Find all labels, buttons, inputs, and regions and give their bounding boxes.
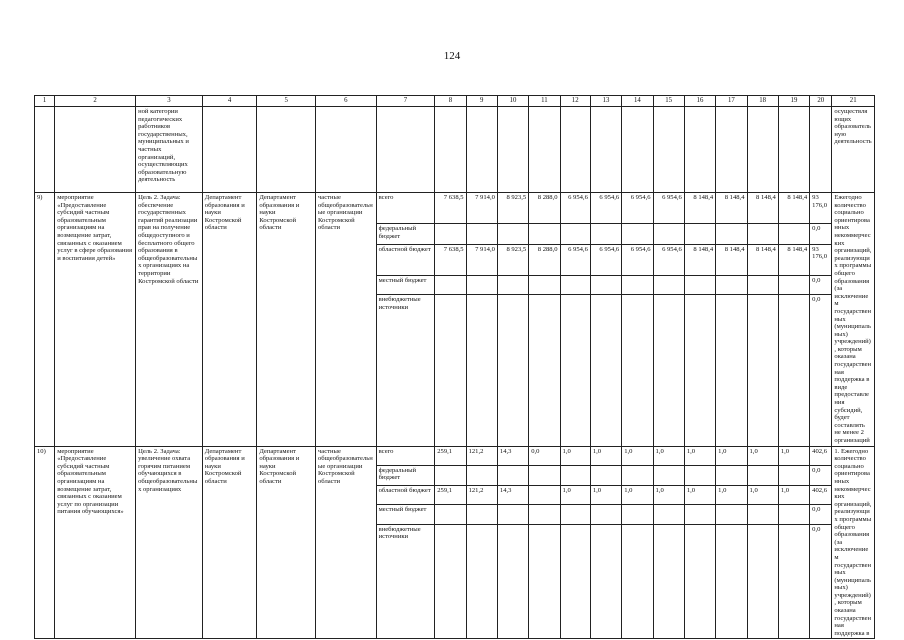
- source-label: местный бюджет: [376, 505, 435, 524]
- value-cell: 8 148,4: [778, 193, 809, 224]
- column-number-cell: 16: [684, 96, 715, 107]
- total-cell: 0,0: [810, 505, 832, 524]
- value-cell: 259,1: [435, 486, 466, 505]
- column-number-cell: 13: [590, 96, 621, 107]
- total-cell: 0,0: [810, 295, 832, 446]
- value-cell: [529, 486, 560, 505]
- total-cell: 0,0: [810, 524, 832, 639]
- row-number: 9): [35, 193, 55, 447]
- total-cell: 402,6: [810, 446, 832, 465]
- column-number-cell: 15: [653, 96, 684, 107]
- value-cell: 1,0: [560, 446, 590, 465]
- value-cell: 1,0: [747, 446, 778, 465]
- continuation-result: осуществляющих образовательную деятельность: [832, 107, 875, 193]
- table-row: [35, 193, 875, 224]
- recipient: Департамент образования и науки Костромской области: [257, 446, 316, 639]
- participants: частные общеобразовательные организации Костромской области: [315, 446, 376, 639]
- column-number-cell: 10: [497, 96, 528, 107]
- source-label: внебюджетные источники: [376, 524, 435, 639]
- value-cell: 1,0: [653, 446, 684, 465]
- value-cell: 6 954,6: [560, 244, 590, 275]
- page-number: 124: [443, 50, 461, 62]
- column-number-cell: 7: [376, 96, 435, 107]
- value-cell: 8 148,4: [716, 193, 747, 224]
- value-cell: 1,0: [653, 486, 684, 505]
- expected-result: 1. Ежегодно количество социально ориентированных некоммерческих организаций, реализующих программы общего образования (за исключением государственных (муниципальных) учреждений), которым оказана государственная поддержка в: [832, 446, 875, 639]
- column-number-row: [35, 96, 875, 107]
- goal-task: Цель 2. Задача: увеличение охвата горячим питанием обучающихся в общеобразовательных организациях: [136, 446, 203, 639]
- goal-task: Цель 2. Задача: обеспечение государственных гарантий реализации прав на получение общедоступного и бесплатного общего образования в общеобразовательных организациях на территории Костромской области: [136, 193, 203, 447]
- value-cell: 6 954,6: [622, 193, 653, 224]
- value-cell: 1,0: [778, 446, 809, 465]
- measure-name: мероприятие «Предоставление субсидий частным образовательным организациям на возмещение затрат, связанных с оказанием услуг в сфере образования и воспитания детей»: [55, 193, 136, 447]
- value-cell: 259,1: [435, 446, 466, 465]
- value-cell: 6 954,6: [653, 244, 684, 275]
- value-cell: 14,3: [497, 486, 528, 505]
- value-cell: 1,0: [622, 446, 653, 465]
- value-cell: 7 638,5: [435, 193, 466, 224]
- value-cell: 8 148,4: [747, 244, 778, 275]
- source-label: местный бюджет: [376, 275, 435, 294]
- participants: частные общеобразовательные организации Костромской области: [315, 193, 376, 447]
- column-number-cell: 2: [55, 96, 136, 107]
- measure-name: мероприятие «Предоставление субсидий частным образовательным организациям на возмещение затрат, связанных с оказанием услуг по организации питания обучающихся»: [55, 446, 136, 639]
- value-cell: 7 638,5: [435, 244, 466, 275]
- executor: Департамент образования и науки Костромской области: [202, 446, 257, 639]
- row-number: 10): [35, 446, 55, 639]
- column-number-cell: 11: [529, 96, 560, 107]
- value-cell: 6 954,6: [590, 193, 621, 224]
- column-number-cell: 5: [257, 96, 316, 107]
- total-cell: 93 176,0: [810, 193, 832, 224]
- value-cell: 14,3: [497, 446, 528, 465]
- source-label: областной бюджет: [376, 486, 435, 505]
- column-number-cell: 14: [622, 96, 653, 107]
- value-cell: 7 914,0: [466, 193, 497, 224]
- source-label: внебюджетные источники: [376, 295, 435, 446]
- value-cell: 1,0: [684, 486, 715, 505]
- value-cell: 1,0: [590, 446, 621, 465]
- column-number-cell: 20: [810, 96, 832, 107]
- continuation-row: [35, 107, 875, 193]
- value-cell: 0,0: [529, 446, 560, 465]
- value-cell: 8 288,0: [529, 244, 560, 275]
- value-cell: 1,0: [622, 486, 653, 505]
- expected-result: Ежегодно количество социально ориентированных некоммерческих организаций, реализующих программы общего образования (за исключением государственных (муниципальных) учреждений), которым оказана государственная поддержка в виде предоставления субсидий, будет составлять не менее 2 организаций: [832, 193, 875, 447]
- value-cell: 8 148,4: [778, 244, 809, 275]
- value-cell: 1,0: [684, 446, 715, 465]
- column-number-cell: 17: [716, 96, 747, 107]
- column-number-cell: 4: [202, 96, 257, 107]
- column-number-cell: 8: [435, 96, 466, 107]
- total-cell: 93 176,0: [810, 244, 832, 275]
- source-label: федеральный бюджет: [376, 465, 435, 485]
- value-cell: 1,0: [590, 486, 621, 505]
- value-cell: 6 954,6: [560, 193, 590, 224]
- value-cell: 1,0: [778, 486, 809, 505]
- value-cell: 1,0: [747, 486, 778, 505]
- column-number-cell: 9: [466, 96, 497, 107]
- value-cell: 8 148,4: [684, 193, 715, 224]
- continuation-goal: ной категории педагогических работников государственных, муниципальных и частных организаций, осуществляющих образовательную деятельность: [136, 107, 203, 193]
- value-cell: 8 148,4: [716, 244, 747, 275]
- value-cell: 1,0: [560, 486, 590, 505]
- program-table: [34, 95, 875, 639]
- total-cell: 0,0: [810, 465, 832, 485]
- value-cell: 8 923,5: [497, 193, 528, 224]
- value-cell: 6 954,6: [622, 244, 653, 275]
- executor: Департамент образования и науки Костромской области: [202, 193, 257, 447]
- column-number-cell: 19: [778, 96, 809, 107]
- value-cell: 8 148,4: [747, 193, 778, 224]
- source-label: всего: [376, 193, 435, 224]
- column-number-cell: 3: [136, 96, 203, 107]
- total-cell: 0,0: [810, 223, 832, 244]
- value-cell: 8 288,0: [529, 193, 560, 224]
- column-number-cell: 6: [315, 96, 376, 107]
- value-cell: 121,2: [466, 446, 497, 465]
- value-cell: 1,0: [716, 446, 747, 465]
- source-label: областной бюджет: [376, 244, 435, 275]
- total-cell: 402,6: [810, 486, 832, 505]
- column-number-cell: 21: [832, 96, 875, 107]
- value-cell: 8 148,4: [684, 244, 715, 275]
- table-row: [35, 446, 875, 465]
- value-cell: 1,0: [716, 486, 747, 505]
- recipient: Департамент образования и науки Костромской области: [257, 193, 316, 447]
- column-number-cell: 18: [747, 96, 778, 107]
- total-cell: 0,0: [810, 275, 832, 294]
- value-cell: 8 923,5: [497, 244, 528, 275]
- source-label: всего: [376, 446, 435, 465]
- column-number-cell: 12: [560, 96, 590, 107]
- source-label: федеральный бюджет: [376, 223, 435, 244]
- value-cell: 6 954,6: [590, 244, 621, 275]
- value-cell: 7 914,0: [466, 244, 497, 275]
- column-number-cell: 1: [35, 96, 55, 107]
- value-cell: 121,2: [466, 486, 497, 505]
- value-cell: 6 954,6: [653, 193, 684, 224]
